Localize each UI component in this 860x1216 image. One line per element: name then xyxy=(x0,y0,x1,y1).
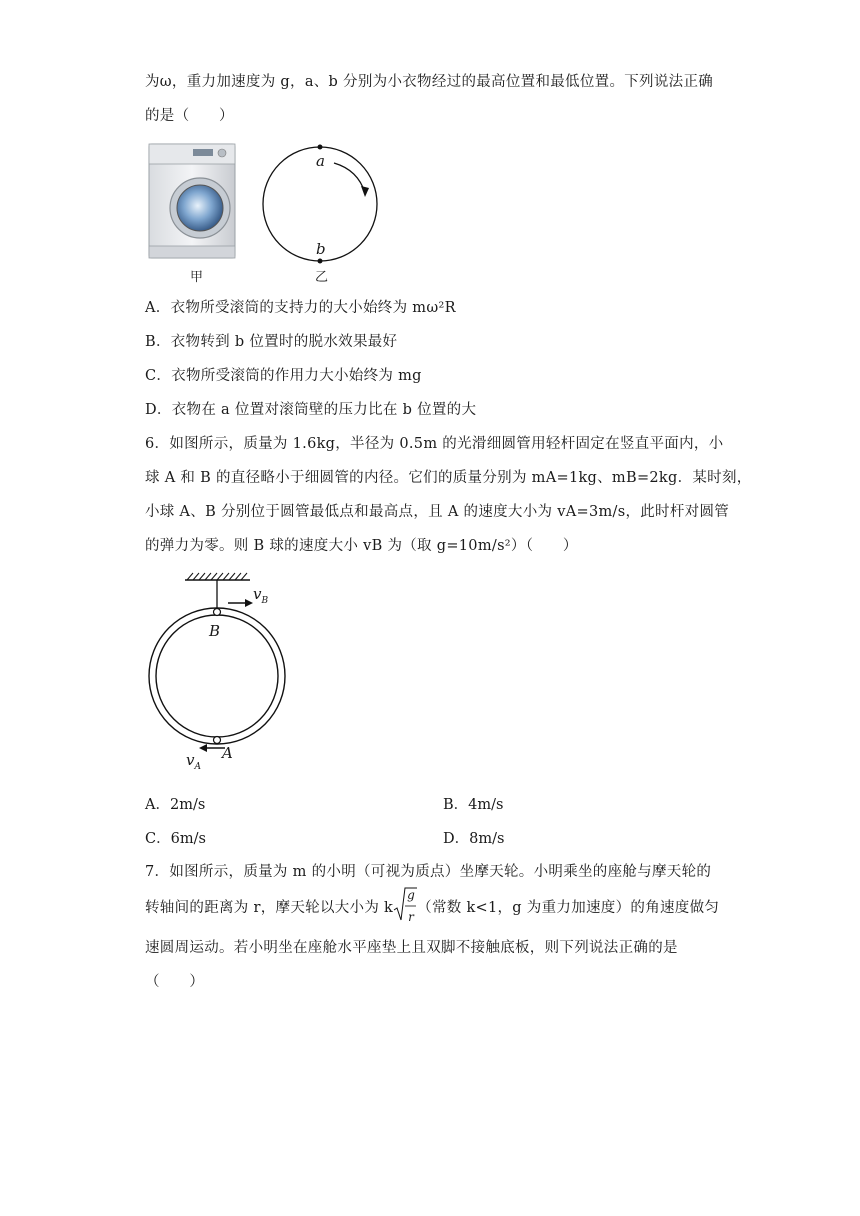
q5-stem-line1: 为ω，重力加速度为 g，a、b 分别为小衣物经过的最高位置和最低位置。下列说法正确 xyxy=(145,74,714,90)
q6-stem-line4: 的弹力为零。则 B 球的速度大小 vB 为（取 g=10m/s²）（ ） xyxy=(145,538,578,554)
figure-label-jia: 甲 xyxy=(190,270,204,285)
ball-b-label: B xyxy=(209,622,221,640)
q5-option-c: C．衣物所受滚筒的作用力大小始终为 mg xyxy=(145,368,422,384)
q6-stem-line1: 6．如图所示，质量为 1.6kg，半径为 0.5m 的光滑细圆管用轻杆固定在竖直平面内，小 xyxy=(145,436,724,452)
q7-stem-line3: 速圆周运动。若小明坐在座舱水平座垫上且双脚不接触底板，则下列说法正确的是 xyxy=(145,940,678,956)
ball-a-label: A xyxy=(222,744,233,762)
q6-option-d: D．8m/s xyxy=(443,831,505,847)
q5-option-b: B．衣物转到 b 位置时的脱水效果最好 xyxy=(145,334,398,350)
sqrt-formula: g r xyxy=(393,898,417,918)
q6-stem-line2: 球 A 和 B 的直径略小于细圆管的内径。它们的质量分别为 mA=1kg、mB=2kg．某时刻， xyxy=(145,470,752,486)
q6-option-a: A．2m/s xyxy=(145,797,206,813)
q6-option-b: B．4m/s xyxy=(443,797,504,813)
figure-label-yi: 乙 xyxy=(315,270,329,285)
q7-stem-line2: 转轴间的距离为 r，摩天轮以大小为 k g r （常数 k<1，g 为重力加速度）的角速度做匀 xyxy=(145,888,720,924)
q6-option-c: C．6m/s xyxy=(145,831,206,847)
q7-stem-line1: 7．如图所示，质量为 m 的小明（可视为质点）坐摩天轮。小明乘坐的座舱与摩天轮的 xyxy=(145,864,712,880)
q5-option-a: A．衣物所受滚筒的支持力的大小始终为 mω²R xyxy=(145,300,456,316)
vB-label: $v_B$ xyxy=(253,585,269,606)
washing-machine-figure xyxy=(145,142,240,262)
point-b-label: b xyxy=(316,240,326,258)
q5-option-d: D．衣物在 a 位置对滚筒壁的压力比在 b 位置的大 xyxy=(145,402,477,418)
vA-label: $v_A$ xyxy=(186,751,201,772)
q6-stem-line3: 小球 A、B 分别位于圆管最低点和最高点，且 A 的速度大小为 vA=3m/s，此时杆对圆管 xyxy=(145,504,730,520)
q5-stem-line2: 的是（ ） xyxy=(145,108,234,124)
point-a-label: a xyxy=(316,152,325,170)
q7-stem-line4: （ ） xyxy=(145,974,205,990)
